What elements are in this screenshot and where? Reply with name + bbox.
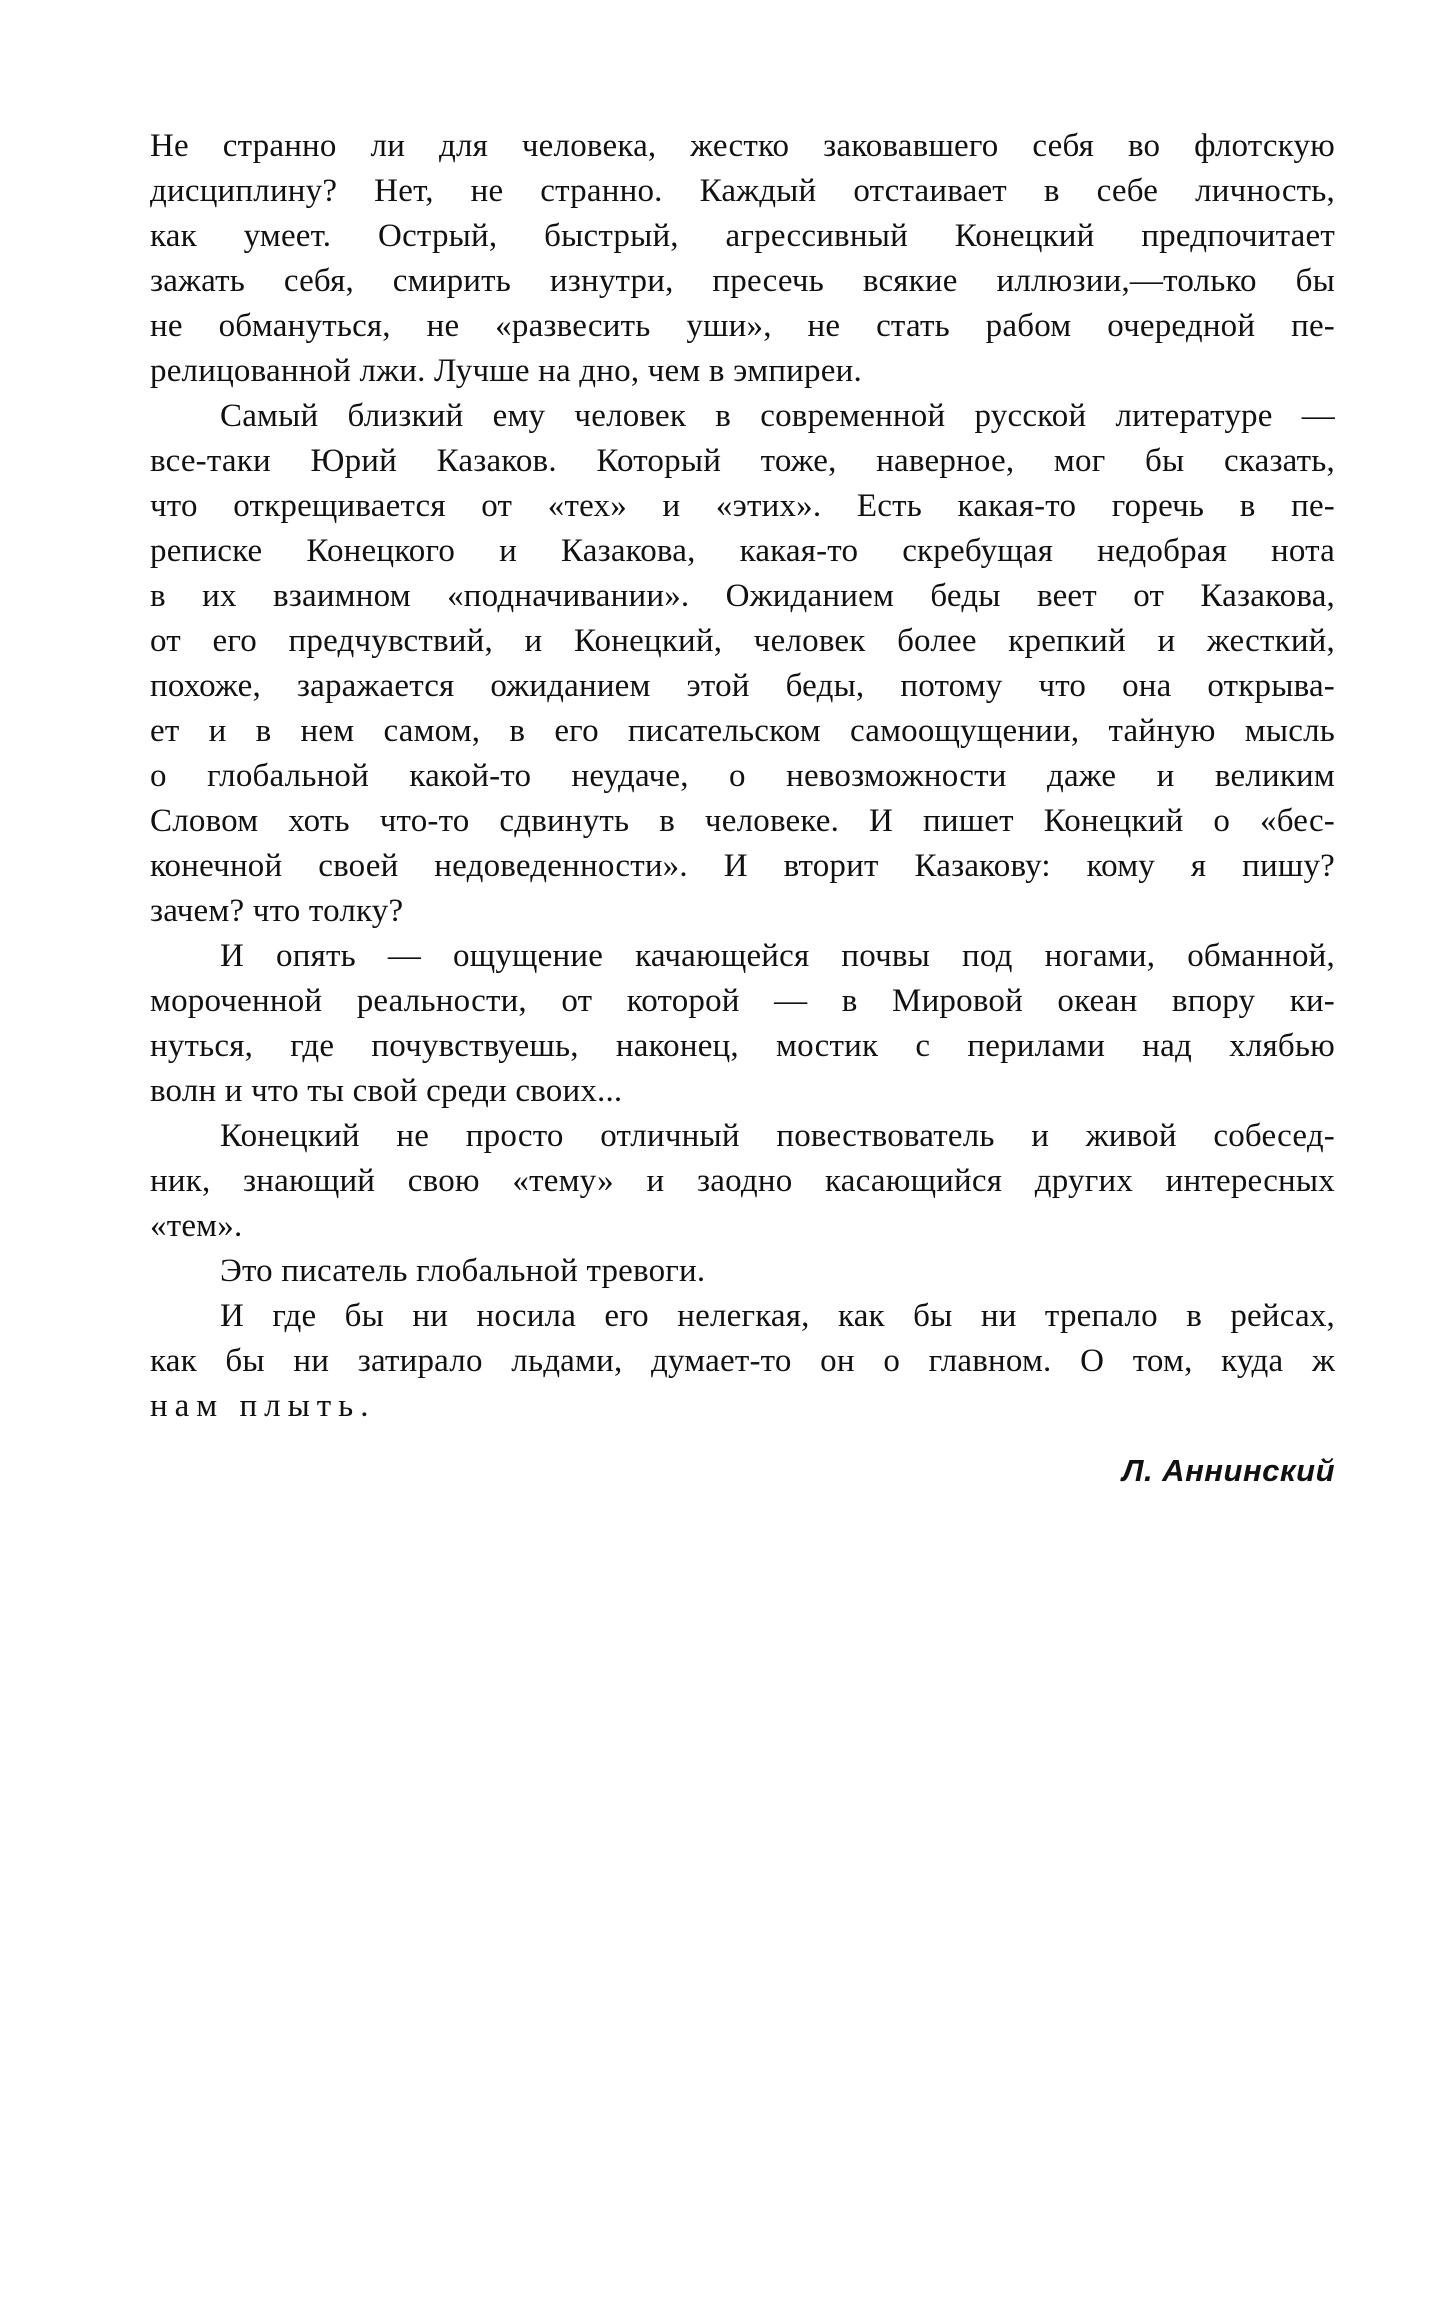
text-line: ет и в нем самом, в его писательском самоощущении, тайную мысль	[150, 713, 1335, 749]
text-line: «тем».	[150, 1208, 243, 1244]
text-line: все-таки Юрий Казаков. Который тоже, наверное, мог бы сказать,	[150, 443, 1335, 479]
text-line: в их взаимном «подначивании». Ожиданием беды веет от Казакова,	[150, 578, 1335, 614]
text-line: И опять — ощущение качающейся почвы под ногами, обманной,	[220, 938, 1335, 974]
text-line: зажать себя, смирить изнутри, пресечь всякие иллюзии,—только бы	[150, 263, 1335, 299]
text-line: Самый близкий ему человек в современной русской литературе —	[220, 398, 1335, 434]
text-line: Не странно ли для человека, жестко заковавшего себя во флотскую	[150, 128, 1335, 164]
text-line: похоже, заражается ожиданием этой беды, потому что она открыва-	[150, 668, 1335, 704]
text-line: ник, знающий свою «тему» и заодно касающийся других интересных	[150, 1163, 1335, 1199]
paragraph-5	[150, 1249, 1335, 1294]
article-text	[150, 124, 1335, 1429]
text-line: от его предчувствий, и Конецкий, человек более крепкий и жесткий,	[150, 623, 1335, 659]
text-line: мороченной реальности, от которой — в Мировой океан впору ки-	[150, 983, 1335, 1019]
text-line: нуться, где почувствуешь, наконец, мостик с перилами над хлябью	[150, 1028, 1335, 1064]
text-line: дисциплину? Нет, не странно. Каждый отстаивает в себе личность,	[150, 173, 1335, 209]
paragraph-1	[150, 124, 1335, 394]
text-line: как бы ни затирало льдами, думает-то он о главном. О том, куда ж	[150, 1343, 1335, 1379]
text-line: нам плыть.	[150, 1388, 376, 1424]
text-line: Это писатель глобальной тревоги.	[220, 1253, 706, 1289]
text-line: как умеет. Острый, быстрый, агрессивный Конецкий предпочитает	[150, 218, 1335, 254]
text-line: волн и что ты свой среди своих...	[150, 1073, 623, 1109]
text-line: зачем? что толку?	[150, 893, 404, 929]
paragraph-3	[150, 934, 1335, 1114]
paragraph-6	[150, 1294, 1335, 1429]
text-line: конечной своей недоведенности». И вторит Казакову: кому я пишу?	[150, 848, 1335, 884]
text-line: Конецкий не просто отличный повествователь и живой собесед-	[220, 1118, 1335, 1154]
author-signature: Л. Аннинский	[1122, 1453, 1335, 1488]
text-line: Словом хоть что-то сдвинуть в человеке. И пишет Конецкий о «бес-	[150, 803, 1335, 839]
paragraph-4	[150, 1114, 1335, 1249]
text-line: что открещивается от «тех» и «этих». Есть какая-то горечь в пе-	[150, 488, 1335, 524]
text-line: релицованной лжи. Лучше на дно, чем в эмпиреи.	[150, 353, 862, 389]
text-line: о глобальной какой-то неудаче, о невозможности даже и великим	[150, 758, 1335, 794]
paragraph-2	[150, 394, 1335, 934]
text-line: И где бы ни носила его нелегкая, как бы ни трепало в рейсах,	[220, 1298, 1335, 1334]
text-line: не обмануться, не «развесить уши», не стать рабом очередной пе-	[150, 308, 1335, 344]
text-line: реписке Конецкого и Казакова, какая-то скребущая недобрая нота	[150, 533, 1335, 569]
